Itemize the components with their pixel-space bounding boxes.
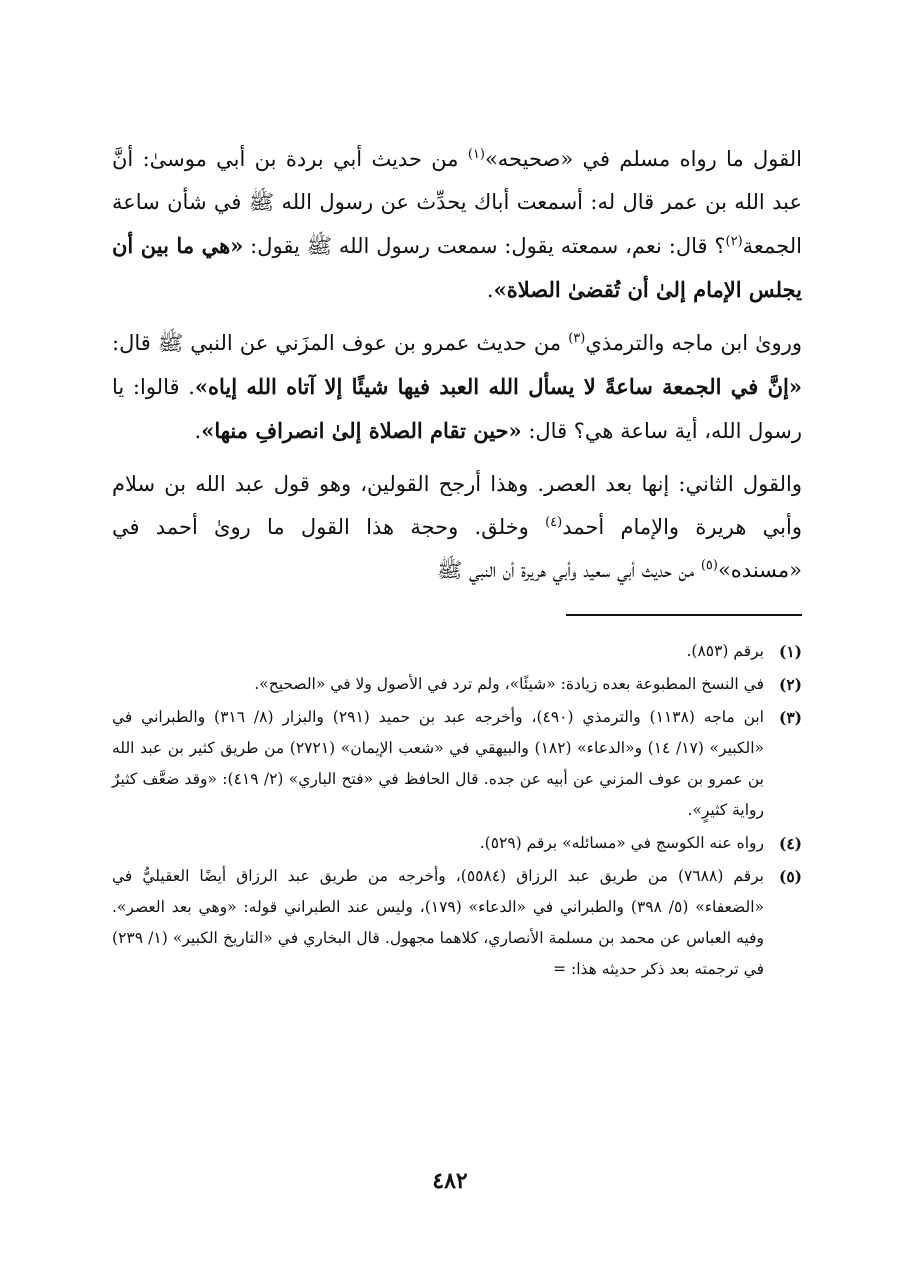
footnote-separator: [566, 614, 802, 616]
footnote-text: برقم (٧٦٨٨) من طريق عبد الرزاق (٥٥٨٤)، وأخرجه من طريق عبد الرزاق أيضًا العقيليُّ في «الضعفاء» (٥/ ٣٩٨) والطبراني في «الدعاء» (١٧٩)، وليس عند الطبراني قوله: «وهي بعد العصر». وفيه العباس عن محمد بن مسلمة الأنصاري، كلاهما مجهول. قال البخاري في «التاريخ الكبير» (١/ ٢٣٩) في ترجمته بعد ذكر حديثه هذا: =: [112, 867, 764, 978]
p2-text-a: وروىٰ ابن ماجه والترمذي: [585, 331, 802, 355]
hadith-quote-3: «حين تقام الصلاة إلىٰ انصرافِ منها»: [201, 418, 522, 443]
hadith-quote-2: «إنَّ في الجمعة ساعةً لا يسأل الله العبد فيها شيئًا إلا آتاه الله إياه»: [194, 374, 802, 399]
footnote-text: برقم (٨٥٣).: [686, 642, 764, 660]
footnote-number: (١): [778, 642, 802, 661]
footnote-text: رواه عنه الكوسج في «مسائله» برقم (٥٢٩).: [479, 834, 764, 852]
footnote-number: (٢): [778, 675, 802, 694]
footnotes-section: [112, 636, 802, 985]
main-text: [112, 138, 802, 592]
p2-text-b: من حديث عمرو بن عوف المزَني عن النبي ﷺ قال:: [112, 331, 569, 355]
hadith-quote-1: «هي ما بين أن يجلس الإمام إلىٰ أن تُقضىٰ الصلاة»: [112, 233, 802, 302]
p3-text-a: والقول الثاني: إنها بعد العصر. وهذا أرجح القولين، وهو قول عبد الله بن سلام وأبي هريرة والإمام أحمد: [112, 472, 802, 539]
p2-text-c: . قالوا: يا رسول الله، أية ساعة هي؟ قال:: [112, 375, 802, 443]
p3-text-c: من حديث أبي سعيد وأبي هريرة أن النبي ﷺ: [437, 558, 701, 582]
footnote-number: (٣): [778, 708, 802, 727]
footnote-ref-1[interactable]: (١): [467, 147, 485, 162]
p2-end: .: [194, 419, 202, 443]
p1-text-a: القول ما رواه مسلم في «صحيحه»: [484, 147, 802, 171]
footnote-2: [112, 669, 802, 700]
p1-text-b: من حديث أبي بردة بن أبي موسىٰ: أنَّ عبد الله بن عمر قال له: أسمعت أباك يحدِّث عن رسول الله ﷺ في شأن ساعة الجمعة: [112, 147, 802, 258]
footnote-4: [112, 828, 802, 859]
footnote-ref-4[interactable]: (٤): [545, 515, 563, 530]
p3-text-b: وخلق. وحجة هذا القول ما روىٰ أحمد في «مسنده»: [112, 515, 802, 582]
footnote-ref-5[interactable]: (٥): [700, 558, 718, 573]
p1-end: .: [486, 278, 494, 302]
footnote-5: [112, 861, 802, 985]
paragraph-1: [112, 138, 802, 312]
page-content: [112, 138, 802, 987]
footnote-3: [112, 702, 802, 826]
footnote-text: ابن ماجه (١١٣٨) والترمذي (٤٩٠)، وأخرجه عبد بن حميد (٢٩١) والبزار (٨/ ٣١٦) والطبراني في «الكبير» (١٧/ ١٤) و«الدعاء» (١٨٢) والبيهقي في «شعب الإيمان» (٢٧٢١) من طريق كثير بن عبد الله بن عمرو بن عوف المزني عن أبيه عن جده. قال الحافظ في «فتح الباري» (٢/ ٤١٩): «وقد ضعَّف كثيرٌ رواية كثيرٍ».: [112, 708, 764, 819]
footnote-1: [112, 636, 802, 667]
footnote-text: في النسخ المطبوعة بعده زيادة: «شيئًا»، ولم ترد في الأصول ولا في «الصحيح».: [254, 675, 764, 693]
paragraph-3: [112, 463, 802, 592]
footnote-ref-3[interactable]: (٣): [568, 331, 586, 346]
p1-text-c: ؟ قال: نعم، سمعته يقول: سمعت رسول الله ﷺ يقول:: [243, 234, 726, 258]
footnote-number: (٤): [778, 834, 802, 853]
footnote-number: (٥): [778, 867, 802, 886]
page-number: ٤٨٢: [432, 1168, 468, 1194]
footnote-ref-2[interactable]: (٢): [725, 234, 743, 249]
paragraph-2: [112, 322, 802, 453]
